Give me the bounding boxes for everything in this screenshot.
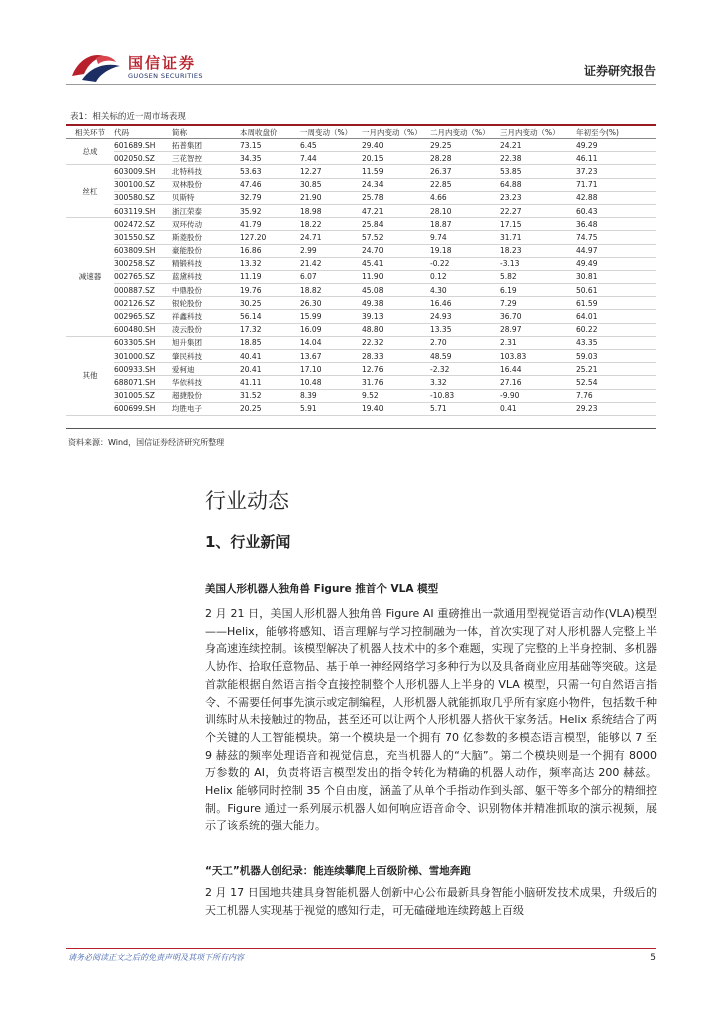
value-cell: 21.90: [300, 191, 362, 204]
logo-text-cn: 国信证券: [128, 54, 197, 72]
footer-divider: [66, 948, 656, 949]
value-cell: 24.70: [362, 244, 430, 257]
table-caption: 表1：相关标的近一周市场表现: [70, 112, 186, 122]
value-cell: 41.79: [240, 218, 300, 231]
stock-name-cell: 蓝黛科技: [172, 270, 240, 283]
value-cell: 6.45: [300, 139, 362, 152]
value-cell: 24.34: [362, 178, 430, 191]
value-cell: 4.66: [430, 191, 500, 204]
value-cell: 30.25: [240, 297, 300, 310]
value-cell: 7.76: [576, 389, 656, 402]
stock-code-cell: 002472.SZ: [114, 218, 172, 231]
value-cell: 20.15: [362, 152, 430, 165]
news-headline-tiangong: “天工”机器人创纪录：能连续攀爬上百级阶梯、雪地奔跑: [205, 865, 471, 877]
value-cell: 2.31: [500, 336, 576, 349]
value-cell: 19.18: [430, 244, 500, 257]
stock-name-cell: 双林股份: [172, 178, 240, 191]
value-cell: 17.10: [300, 363, 362, 376]
page-number: 5: [650, 953, 656, 963]
stock-code-cell: 601689.SH: [114, 139, 172, 152]
value-cell: 21.42: [300, 257, 362, 270]
value-cell: 35.92: [240, 204, 300, 217]
value-cell: 19.40: [362, 402, 430, 415]
value-cell: 16.86: [240, 244, 300, 257]
value-cell: 45.41: [362, 257, 430, 270]
value-cell: 5.91: [300, 402, 362, 415]
table-row: [66, 297, 656, 310]
table-row: [66, 244, 656, 257]
value-cell: 24.71: [300, 231, 362, 244]
value-cell: 28.97: [500, 323, 576, 336]
stock-name-cell: 豪能股份: [172, 244, 240, 257]
value-cell: 41.11: [240, 376, 300, 389]
value-cell: 25.21: [576, 363, 656, 376]
value-cell: 53.85: [500, 165, 576, 178]
value-cell: 11.19: [240, 270, 300, 283]
header-divider: [66, 84, 656, 85]
value-cell: 28.33: [362, 350, 430, 363]
section-subtitle: 1、行业新闻: [205, 533, 291, 551]
value-cell: 31.71: [500, 231, 576, 244]
value-cell: 29.23: [576, 402, 656, 415]
stock-code-cell: 300100.SZ: [114, 178, 172, 191]
value-cell: 18.85: [240, 336, 300, 349]
value-cell: 39.13: [362, 310, 430, 323]
value-cell: 64.01: [576, 310, 656, 323]
table-row: [66, 139, 656, 152]
group-label: 丝杠: [66, 165, 114, 218]
stock-name-cell: 中鼎股份: [172, 284, 240, 297]
table-bottom-rule: [66, 428, 656, 429]
value-cell: 48.59: [430, 350, 500, 363]
value-cell: 57.52: [362, 231, 430, 244]
value-cell: 60.43: [576, 204, 656, 217]
value-cell: 22.38: [500, 152, 576, 165]
value-cell: 31.76: [362, 376, 430, 389]
table-row: [66, 257, 656, 270]
column-header: 一周变动（%）: [300, 126, 362, 139]
value-cell: 10.48: [300, 376, 362, 389]
stock-name-cell: 肇民科技: [172, 350, 240, 363]
stock-name-cell: 浙江荣泰: [172, 204, 240, 217]
value-cell: 12.27: [300, 165, 362, 178]
stock-code-cell: 301000.SZ: [114, 350, 172, 363]
stock-code-cell: 300258.SZ: [114, 257, 172, 270]
stock-code-cell: 603009.SH: [114, 165, 172, 178]
column-header: 一月内变动（%）: [362, 126, 430, 139]
column-header: 本周收盘价: [240, 126, 300, 139]
stock-name-cell: 华依科技: [172, 376, 240, 389]
value-cell: 74.75: [576, 231, 656, 244]
value-cell: 24.21: [500, 139, 576, 152]
stock-code-cell: 000887.SZ: [114, 284, 172, 297]
report-type-label: 证券研究报告: [583, 64, 656, 78]
value-cell: 71.71: [576, 178, 656, 191]
value-cell: 50.61: [576, 284, 656, 297]
value-cell: 103.83: [500, 350, 576, 363]
stock-code-cell: 603809.SH: [114, 244, 172, 257]
company-logo: [70, 50, 203, 86]
value-cell: -3.13: [500, 257, 576, 270]
value-cell: 34.35: [240, 152, 300, 165]
table-row: [66, 363, 656, 376]
value-cell: 4.30: [430, 284, 500, 297]
value-cell: -9.90: [500, 389, 576, 402]
value-cell: 48.80: [362, 323, 430, 336]
value-cell: 36.70: [500, 310, 576, 323]
value-cell: 40.41: [240, 350, 300, 363]
value-cell: 23.23: [500, 191, 576, 204]
value-cell: 13.35: [430, 323, 500, 336]
value-cell: 30.85: [300, 178, 362, 191]
value-cell: 49.49: [576, 257, 656, 270]
value-cell: 18.22: [300, 218, 362, 231]
table-row: [66, 389, 656, 402]
stock-code-cell: 002050.SZ: [114, 152, 172, 165]
column-header: 年初至今(%): [576, 126, 656, 139]
value-cell: 32.79: [240, 191, 300, 204]
value-cell: 16.09: [300, 323, 362, 336]
value-cell: 42.88: [576, 191, 656, 204]
value-cell: 17.32: [240, 323, 300, 336]
value-cell: 49.38: [362, 297, 430, 310]
table-row: [66, 152, 656, 165]
value-cell: 17.15: [500, 218, 576, 231]
table-row: [66, 336, 656, 349]
value-cell: 127.20: [240, 231, 300, 244]
table-row: [66, 165, 656, 178]
value-cell: 29.25: [430, 139, 500, 152]
table-row: [66, 284, 656, 297]
column-header: 代码: [114, 126, 172, 139]
value-cell: 22.32: [362, 336, 430, 349]
table-source-note: 资料来源：Wind，国信证券经济研究所整理: [68, 438, 225, 447]
table-row: [66, 270, 656, 283]
value-cell: 44.97: [576, 244, 656, 257]
value-cell: 14.04: [300, 336, 362, 349]
stock-code-cell: 002965.SZ: [114, 310, 172, 323]
table-row: [66, 204, 656, 217]
value-cell: 25.84: [362, 218, 430, 231]
stock-code-cell: 600933.SH: [114, 363, 172, 376]
value-cell: 16.44: [500, 363, 576, 376]
stock-code-cell: 688071.SH: [114, 376, 172, 389]
logo-mark-icon: [70, 50, 124, 84]
table-row: [66, 191, 656, 204]
value-cell: 53.63: [240, 165, 300, 178]
stock-code-cell: 301005.SZ: [114, 389, 172, 402]
value-cell: 19.76: [240, 284, 300, 297]
stock-code-cell: 002765.SZ: [114, 270, 172, 283]
table-body: [66, 139, 656, 416]
stock-name-cell: 双环传动: [172, 218, 240, 231]
value-cell: 61.59: [576, 297, 656, 310]
stock-name-cell: 贝斯特: [172, 191, 240, 204]
stock-name-cell: 北特科技: [172, 165, 240, 178]
value-cell: 18.23: [500, 244, 576, 257]
table-row: [66, 310, 656, 323]
value-cell: 13.67: [300, 350, 362, 363]
value-cell: 13.32: [240, 257, 300, 270]
stock-name-cell: 三花智控: [172, 152, 240, 165]
value-cell: -0.22: [430, 257, 500, 270]
value-cell: 6.07: [300, 270, 362, 283]
stock-name-cell: 银轮股份: [172, 297, 240, 310]
stock-code-cell: 301550.SZ: [114, 231, 172, 244]
value-cell: 18.98: [300, 204, 362, 217]
stock-code-cell: 600480.SH: [114, 323, 172, 336]
page-header: [0, 0, 724, 90]
stock-name-cell: 超捷股份: [172, 389, 240, 402]
table-row: [66, 218, 656, 231]
column-header: 相关环节: [66, 126, 114, 139]
value-cell: 26.30: [300, 297, 362, 310]
stock-name-cell: 精锻科技: [172, 257, 240, 270]
value-cell: 2.99: [300, 244, 362, 257]
value-cell: 47.21: [362, 204, 430, 217]
column-header: 三月内变动（%）: [500, 126, 576, 139]
value-cell: 8.39: [300, 389, 362, 402]
value-cell: 22.27: [500, 204, 576, 217]
value-cell: 28.28: [430, 152, 500, 165]
value-cell: 30.81: [576, 270, 656, 283]
value-cell: 43.35: [576, 336, 656, 349]
value-cell: 46.11: [576, 152, 656, 165]
group-label: 减速器: [66, 218, 114, 337]
stock-code-cell: 603305.SH: [114, 336, 172, 349]
stock-name-cell: 爱柯迪: [172, 363, 240, 376]
group-label: 总成: [66, 139, 114, 165]
value-cell: 0.12: [430, 270, 500, 283]
value-cell: 15.99: [300, 310, 362, 323]
table-row: [66, 178, 656, 191]
value-cell: 49.29: [576, 139, 656, 152]
column-header: 二月内变动（%）: [430, 126, 500, 139]
value-cell: 24.93: [430, 310, 500, 323]
value-cell: -10.83: [430, 389, 500, 402]
value-cell: 20.25: [240, 402, 300, 415]
value-cell: 18.82: [300, 284, 362, 297]
value-cell: 5.71: [430, 402, 500, 415]
value-cell: -2.32: [430, 363, 500, 376]
value-cell: 27.16: [500, 376, 576, 389]
value-cell: 60.22: [576, 323, 656, 336]
stock-code-cell: 002126.SZ: [114, 297, 172, 310]
stock-name-cell: 祥鑫科技: [172, 310, 240, 323]
stock-name-cell: 凌云股份: [172, 323, 240, 336]
value-cell: 52.54: [576, 376, 656, 389]
stock-name-cell: 旭升集团: [172, 336, 240, 349]
news-body-tiangong: 2 月 17 日国地共建具身智能机器人创新中心公布最新具身智能小脑研发技术成果，升级后的天工机器人实现基于视觉的感知行走，可无磕碰地连续跨越上百级: [205, 886, 657, 917]
stock-code-cell: 600699.SH: [114, 402, 172, 415]
value-cell: 18.87: [430, 218, 500, 231]
table-row: [66, 350, 656, 363]
stock-code-cell: 300580.SZ: [114, 191, 172, 204]
value-cell: 7.44: [300, 152, 362, 165]
value-cell: 9.74: [430, 231, 500, 244]
value-cell: 2.70: [430, 336, 500, 349]
table-row: [66, 402, 656, 415]
table-row: [66, 231, 656, 244]
value-cell: 28.10: [430, 204, 500, 217]
value-cell: 59.03: [576, 350, 656, 363]
footer-disclaimer: 请务必阅读正文之后的免责声明及其项下所有内容: [68, 953, 244, 962]
stock-code-cell: 603119.SH: [114, 204, 172, 217]
value-cell: 37.23: [576, 165, 656, 178]
value-cell: 7.29: [500, 297, 576, 310]
value-cell: 20.41: [240, 363, 300, 376]
value-cell: 9.52: [362, 389, 430, 402]
value-cell: 0.41: [500, 402, 576, 415]
value-cell: 47.46: [240, 178, 300, 191]
stock-name-cell: 斯菱股份: [172, 231, 240, 244]
value-cell: 26.37: [430, 165, 500, 178]
value-cell: 12.76: [362, 363, 430, 376]
stock-name-cell: 均胜电子: [172, 402, 240, 415]
value-cell: 36.48: [576, 218, 656, 231]
value-cell: 31.52: [240, 389, 300, 402]
value-cell: 56.14: [240, 310, 300, 323]
value-cell: 11.59: [362, 165, 430, 178]
value-cell: 5.82: [500, 270, 576, 283]
logo-text-en: GUOSEN SECURITIES: [128, 72, 203, 80]
value-cell: 45.08: [362, 284, 430, 297]
table-header-row: [66, 126, 656, 139]
value-cell: 25.78: [362, 191, 430, 204]
news-body-figure: 2 月 21 日，美国人形机器人独角兽 Figure AI 重磅推出一款通用型视觉语言动作(VLA)模型——Helix，能够将感知、语言理解与学习控制融为一体，首次实现了对人形机器人完整上半身高速连续控制。该模型解决了机器人技术中的多个难题，实现了完整的上半身控制、多机器人协作、拾取任意物品、基于单一神经网络学习多种行为以及具备商业应用基础等突破。这是首款能根据自然语言指令直接控制整个人形机器人上半身的 VLA 模型，只需一句自然语言指令、不需要任何事先演示或定制编程，人形机器人就能抓取几乎所有家庭小物件，包括数千种训练时从未接触过的物品，甚至还可以让两个人形机器人搭伙干家务活。Helix 系统结合了两个关键的人工智能模块。第一个模块是一个拥有 70 亿参数的多模态语言模型，能够以 7 至 9 赫兹的频率处理语音和视觉信息，充当机器人的“大脑”。第二个模块则是一个拥有 8000 万参数的 AI，负责将语言模型发出的指令转化为精确的机器人动作，频率高达 200 赫兹。Helix 能够同时控制 35 个自由度，涵盖了从单个手指动作到头部、躯干等多个部分的精细控制。Figure 通过一系列展示机器人如何响应语音命令、识别物体并精准抓取的演示视频，展示了该系统的强大能力。: [205, 607, 657, 833]
group-label: 其他: [66, 336, 114, 415]
market-performance-table: [66, 126, 656, 416]
value-cell: 22.85: [430, 178, 500, 191]
table-row: [66, 376, 656, 389]
value-cell: 64.88: [500, 178, 576, 191]
value-cell: 73.15: [240, 139, 300, 152]
news-headline-figure: 美国人形机器人独角兽 Figure 推首个 VLA 模型: [205, 583, 439, 595]
column-header: 简称: [172, 126, 240, 139]
value-cell: 16.46: [430, 297, 500, 310]
stock-name-cell: 拓普集团: [172, 139, 240, 152]
table-row: [66, 323, 656, 336]
value-cell: 29.40: [362, 139, 430, 152]
value-cell: 3.32: [430, 376, 500, 389]
section-title: 行业动态: [205, 489, 289, 513]
value-cell: 6.19: [500, 284, 576, 297]
value-cell: 11.90: [362, 270, 430, 283]
